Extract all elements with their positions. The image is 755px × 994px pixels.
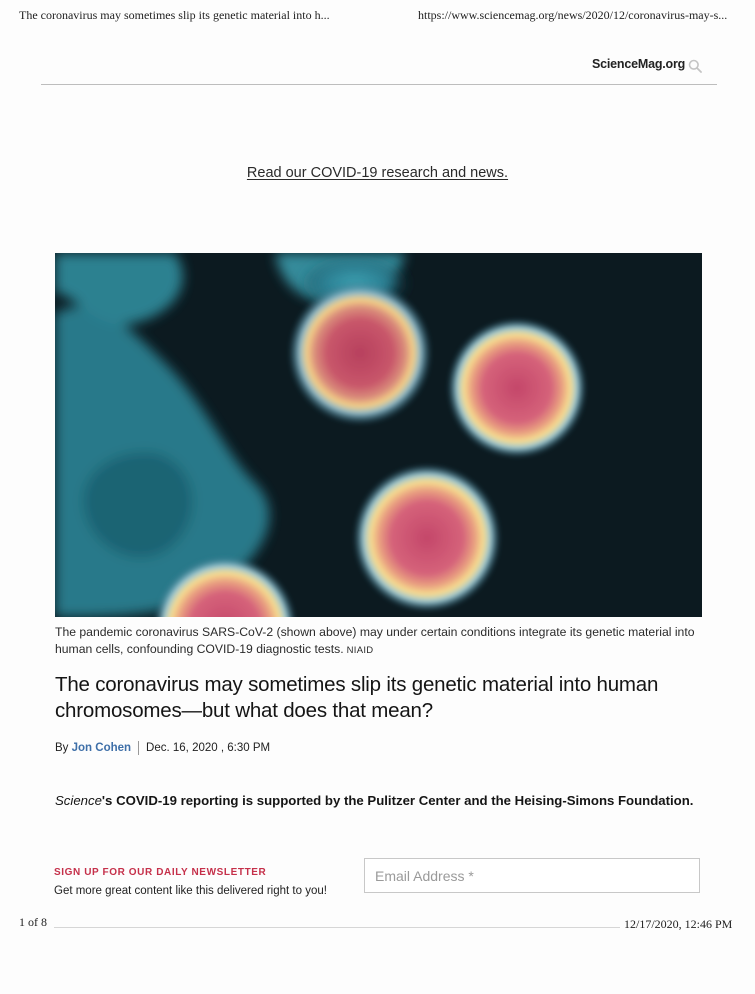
newsletter-description: Get more great content like this delivered right to you!: [54, 885, 327, 897]
publish-date: Dec. 16, 2020 , 6:30 PM: [146, 742, 271, 755]
print-header-url: https://www.sciencemag.org/news/2020/12/coronavirus-may-s...: [418, 8, 728, 22]
caption-text: The pandemic coronavirus SARS-CoV-2 (shown above) may under certain conditions integrate its genetic material into human cells, confounding COVID-19 diagnostic tests.: [55, 625, 695, 656]
site-logo[interactable]: ScienceMag.org: [592, 57, 686, 71]
article-headline: The coronavirus may sometimes slip its genetic material into human chromosomes—but what does that mean?: [55, 673, 659, 722]
image-caption: [55, 624, 695, 659]
print-timestamp: 12/17/2020, 12:46 PM: [624, 917, 733, 931]
email-field[interactable]: [364, 858, 700, 893]
header-divider: [41, 84, 717, 85]
hero-image: [55, 253, 702, 617]
byline-prefix: By: [55, 742, 69, 755]
print-page-number: 1 of 8: [19, 915, 47, 929]
print-header-title: The coronavirus may sometimes slip its genetic material into h...: [19, 8, 330, 22]
funding-note: [55, 791, 695, 811]
byline: [55, 741, 270, 755]
newsletter-title: SIGN UP FOR OUR DAILY NEWSLETTER: [54, 867, 267, 878]
author-link[interactable]: Jon Cohen: [71, 742, 132, 755]
funding-publication: Science: [55, 793, 102, 808]
funding-possessive: 's: [101, 793, 113, 808]
search-icon[interactable]: [688, 59, 702, 73]
image-credit: NIAID: [346, 645, 374, 656]
covid-banner: [0, 165, 755, 181]
funding-text: COVID-19 reporting is supported by the Pulitzer Center and the Heising-Simons Foundation.: [116, 793, 694, 808]
covid-research-link[interactable]: Read our COVID-19 research and news.: [246, 165, 509, 181]
footer-divider: [54, 927, 620, 928]
byline-divider: [138, 741, 139, 755]
